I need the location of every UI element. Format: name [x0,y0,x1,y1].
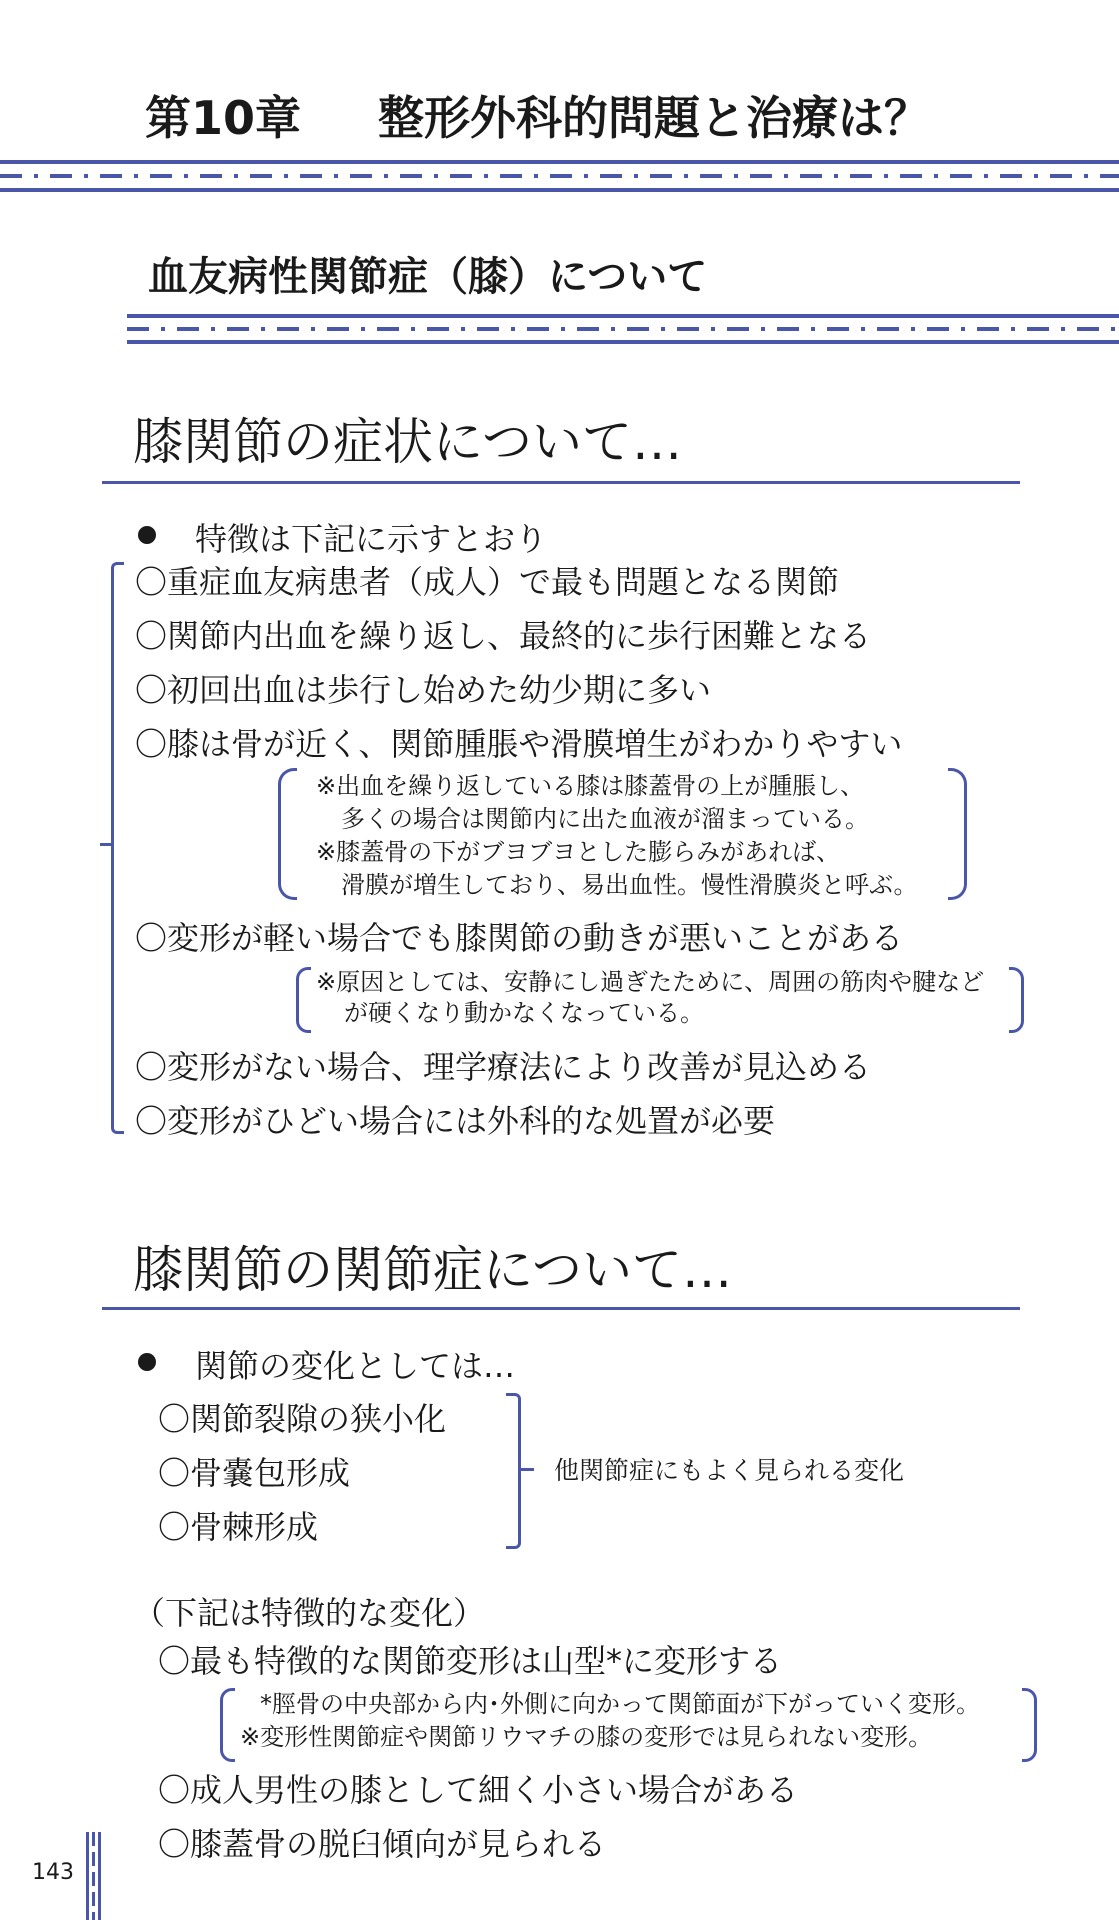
list-item: 〇変形が軽い場合でも膝関節の動きが悪いことがある [135,919,904,957]
header-rule-top [0,160,1119,164]
part2-sub-heading: （下記は特徴的な変化） [133,1594,486,1632]
footer-rule-dashed [92,1832,95,1920]
note3-bracket-left [220,1688,235,1762]
note-line: ※出血を繰り返している膝は膝蓋骨の上が腫脹し、 [316,772,865,800]
note-line: *脛骨の中央部から内･外側に向かって関節面が下がっていく変形。 [260,1690,980,1718]
list-item: 〇重症血友病患者（成人）で最も問題となる関節 [135,563,840,601]
header-rule-bottom [0,188,1119,192]
part2-heading-underline [102,1307,1020,1310]
bullet-icon [138,1353,156,1371]
list-item: 〇関節裂隙の狭小化 [158,1400,447,1438]
note1-bracket-left [278,768,297,900]
part2-lead: 関節の変化としては… [195,1347,516,1385]
part2-bracket [506,1393,521,1549]
list-item: 〇関節内出血を繰り返し、最終的に歩行困難となる [135,617,872,655]
bullet-icon [138,526,156,544]
note-line: が硬くなり動かなくなっている。 [344,999,704,1027]
list-item: 〇最も特徴的な関節変形は山型*に変形する [158,1642,783,1680]
list-item: 〇成人男性の膝として細く小さい場合がある [158,1771,799,1809]
footer-rule-left [86,1832,89,1920]
section-rule-bottom [127,340,1119,344]
page-number: 143 [32,1860,74,1885]
part1-bracket-tick [100,843,112,846]
note3-bracket-right [1022,1688,1037,1762]
note1-bracket-right [948,768,967,900]
part1-lead: 特徴は下記に示すとおり [195,520,548,558]
bracket-label: 他関節症にもよく見られる変化 [554,1456,905,1485]
part2-heading: 膝関節の関節症について… [133,1241,732,1299]
note-line: ※膝蓋骨の下がブヨブヨとした膨らみがあれば、 [316,838,841,866]
part2-bracket-tick [520,1468,534,1471]
chapter-label: 第10章 [145,91,302,145]
list-item: 〇膝蓋骨の脱臼傾向が見られる [158,1825,607,1863]
list-item: 〇膝は骨が近く、関節腫脹や滑膜増生がわかりやすい [135,725,903,763]
footer-rule-right [98,1832,101,1920]
section-title: 血友病性関節症（膝）について [148,254,708,300]
note-line: 多くの場合は関節内に出た血液が溜まっている。 [341,805,869,833]
list-item: 〇初回出血は歩行し始めた幼少期に多い [135,671,712,709]
part1-heading-underline [102,481,1020,484]
section-dash-rule [127,327,1119,331]
list-item: 〇骨棘形成 [158,1508,319,1546]
note-line: ※変形性関節症や関節リウマチの膝の変形では見られない変形。 [240,1723,933,1751]
chapter-title: 整形外科的問題と治療は？ [378,91,930,145]
section-rule-top [127,314,1119,318]
list-item: 〇変形がない場合、理学療法により改善が見込める [135,1048,872,1086]
part1-bracket [111,562,124,1134]
list-item: 〇変形がひどい場合には外科的な処置が必要 [135,1102,776,1140]
part1-heading: 膝関節の症状について… [133,413,682,471]
header-dash-rule [0,174,1119,178]
note-line: 滑膜が増生しており、易出血性。慢性滑膜炎と呼ぶ。 [341,871,918,899]
list-item: 〇骨嚢包形成 [158,1454,351,1492]
note2-bracket-left [296,967,311,1033]
note2-bracket-right [1009,967,1024,1033]
note-line: ※原因としては、安静にし過ぎたために、周囲の筋肉や腱など [316,968,985,996]
